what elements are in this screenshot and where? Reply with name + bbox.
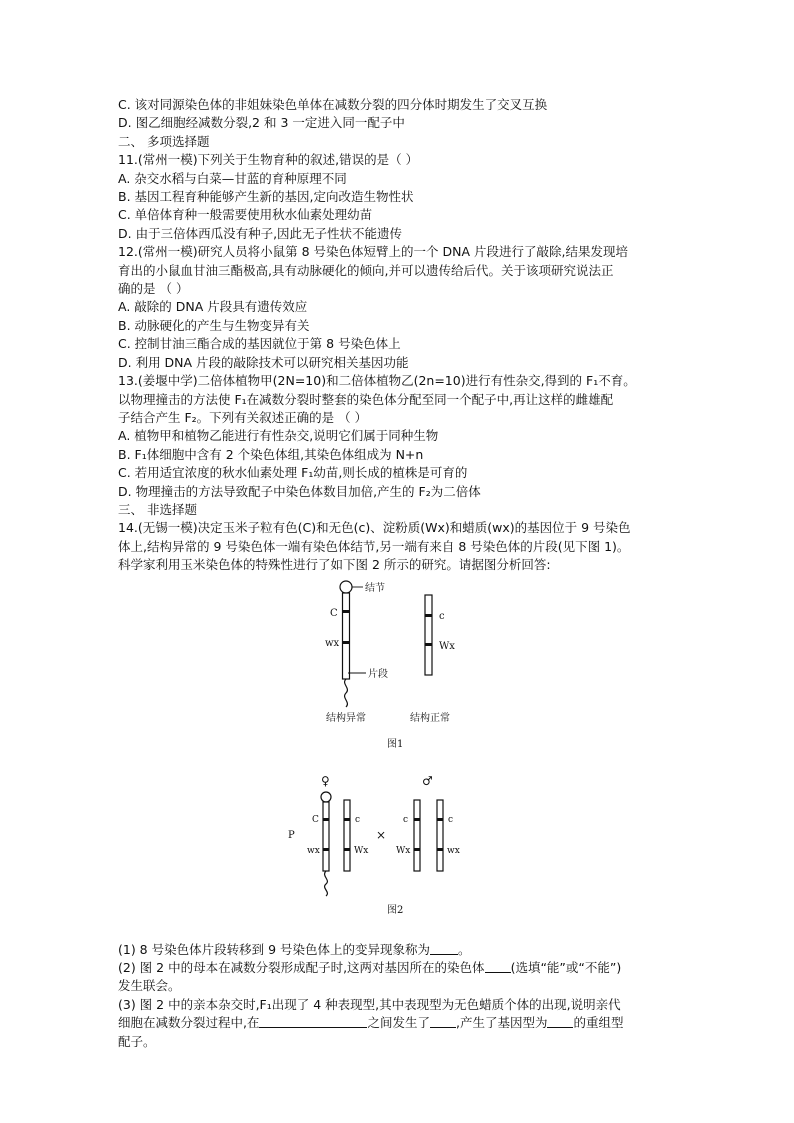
fragment-label: 片段 [368,668,388,680]
section-heading-non-choice: 三、 非选择题 [118,501,197,517]
paternal-gene-Wx-1: Wx [396,845,411,856]
locus-band-c [425,614,432,617]
chromosome-body [344,800,350,871]
maternal-gene-c: c [355,814,361,825]
gene-label-C: C [330,607,338,619]
chromosome-knob [340,581,352,593]
chromosome-body [414,800,420,871]
locus-band-c [344,818,350,821]
question-14-stem-line2: 体上,结构异常的 9 号染色体一端有染色体结节,另一端有来自 8 号染色体的片段(见下图 1)。 [118,538,630,554]
question-13-stem-line1: 13.(姜堰中学)二倍体植物甲(2N=10)和二倍体植物乙(2n=10)进行有性杂交,得到的 F₁不育。 [118,373,636,389]
answer-3-blank-1[interactable] [259,1015,367,1028]
knob-label: 结节 [365,582,385,594]
question-14-stem-line1: 14.(无锡一模)决定玉米子粒有色(C)和无色(c)、淀粉质(Wx)和蜡质(wx)的基因位于 9 号染色 [118,520,631,536]
maternal-normal-chromosome [344,800,368,871]
answer-3-line3: 配子。 [118,1033,156,1049]
answer-1-text: (1) 8 号染色体片段转移到 9 号染色体上的变异现象称为 [118,941,431,957]
abnormal-chromosome [325,581,388,724]
paternal-chromosome-1 [396,800,420,871]
chromosome-body-normal [425,595,432,675]
question-12-stem-line2: 育出的小鼠血甘油三酯极高,具有动脉硬化的倾向,并可以遗传给后代。关于该项研究说法正 [118,262,614,278]
question-12-stem-line1: 12.(常州一模)研究人员将小鼠第 8 号染色体短臂上的一个 DNA 片段进行了敲除,结果发现培 [118,244,628,260]
question-13-stem-line2: 以物理撞击的方法使 F₁在减数分裂时整套的染色体分配至同一个配子中,再让这样的雌雄配 [118,391,614,407]
answer-2-blank[interactable] [485,960,511,973]
paternal-gene-wx-2: wx [447,845,460,856]
locus-band-c [414,818,420,821]
answer-3-blank-2[interactable] [430,1015,456,1028]
parent-label-P: P [288,829,295,841]
maternal-gene-Wx: Wx [354,845,369,856]
chromosome-fragment [345,679,348,707]
answer-1-end: 。 [458,941,471,957]
answer-3-blank-3[interactable] [547,1015,573,1028]
question-13-option-b: B. F₁体细胞中含有 2 个染色体组,其染色体组成为 N+n [118,446,424,462]
figure-1 [118,575,678,735]
question-11-option-c: C. 单倍体育种一般需要使用秋水仙素处理幼苗 [118,207,373,223]
chromosome-knob [321,792,331,802]
caption-normal: 结构正常 [410,712,450,724]
chromosome-body [323,802,329,871]
locus-band-Wx [414,848,420,851]
figure-2-caption-row [118,897,678,919]
answer-1-blank[interactable] [430,942,458,955]
maternal-gene-wx: wx [307,845,320,856]
gene-label-c: c [439,610,445,622]
question-11-option-a: A. 杂交水稻与白菜—甘蓝的育种原理不同 [118,170,347,186]
question-12-option-b: B. 动脉硬化的产生与生物变异有关 [118,317,310,333]
figure-2 [118,771,678,897]
question-14-stem-line3: 科学家利用玉米染色体的特殊性进行了如下图 2 所示的研究。请据图分析回答: [118,557,551,573]
paternal-gene-c-1: c [403,814,409,825]
locus-band-Wx [344,848,350,851]
gene-label-wx: wx [325,637,340,649]
question-12-option-d: D. 利用 DNA 片段的敲除技术可以研究相关基因功能 [118,354,409,370]
option-d-line: D. 图乙细胞经减数分裂,2 和 3 一定进入同一配子中 [118,115,405,131]
answer-3-text-b: 之间发生了 [367,1015,430,1031]
locus-band-Wx [425,643,432,646]
question-11-option-d: D. 由于三倍体西瓜没有种子,因此无子性状不能遗传 [118,225,403,241]
figure-1-caption-row [118,735,678,757]
paternal-chromosome-2 [437,800,460,871]
locus-band-wx [343,641,350,644]
normal-chromosome [410,595,455,724]
maternal-gene-C: C [312,814,319,825]
answer-3-line2 [118,1014,678,1032]
answer-2-text: (2) 图 2 中的母本在减数分裂形成配子时,这两对基因所在的染色体 [118,959,485,975]
cross-sign: × [376,827,387,842]
caption-abnormal: 结构异常 [326,712,366,724]
answer-1-line [118,941,678,959]
question-11-stem: 11.(常州一模)下列关于生物育种的叙述,错误的是（ ） [118,152,419,168]
locus-band-wx [323,848,329,851]
chromosome-body-abnormal [343,593,350,679]
option-c-line: C. 该对同源染色体的非姐妹染色单体在减数分裂的四分体时期发生了交叉互换 [118,97,548,112]
answer-3-text-d: 的重组型 [573,1015,624,1031]
maternal-abnormal-chromosome [307,792,331,896]
question-13-stem-line3: 子结合产生 F₂。下列有关叙述正确的是 （ ） [118,409,368,425]
answer-2-note: (选填“能”或“不能”) [510,959,622,975]
answer-2-line [118,959,678,977]
answer-3-line1: (3) 图 2 中的亲本杂交时,F₁出现了 4 种表现型,其中表现型为无色蜡质个体的出现,说明亲代 [118,996,621,1012]
gene-label-Wx: Wx [439,640,455,652]
locus-band-wx [437,848,443,851]
answer-3-text-a: 细胞在减数分裂过程中,在 [118,1015,260,1031]
question-12-stem-line3: 确的是 （ ） [118,281,189,297]
figure-1-diagram [118,575,678,735]
locus-band-C [343,610,350,613]
answer-2-line2: 发生联会。 [118,978,181,994]
figure-2-title: 图2 [387,904,404,916]
question-13-option-a: A. 植物甲和植物乙能进行有性杂交,说明它们属于同种生物 [118,428,439,444]
chromosome-fragment [325,871,328,896]
female-symbol: ♀ [321,773,330,788]
locus-band-C [323,818,329,821]
male-symbol: ♂ [422,773,433,788]
document-page [118,96,678,1051]
question-12-option-c: C. 控制甘油三酯合成的基因就位于第 8 号染色体上 [118,336,401,352]
question-12-option-a: A. 敲除的 DNA 片段具有遗传效应 [118,299,308,315]
paternal-gene-c-2: c [448,814,454,825]
figure-1-title: 图1 [387,738,404,750]
chromosome-body [437,800,443,871]
answer-3-text-c: ,产生了基因型为 [456,1015,548,1031]
locus-band-c [437,818,443,821]
figure-2-diagram [118,771,678,897]
question-13-option-d: D. 物理撞击的方法导致配子中染色体数目加倍,产生的 F₂为二倍体 [118,483,481,499]
question-11-option-b: B. 基因工程育种能够产生新的基因,定向改造生物性状 [118,189,414,205]
question-13-option-c: C. 若用适宜浓度的秋水仙素处理 F₁幼苗,则长成的植株是可育的 [118,465,468,481]
section-heading-multiple-choice: 二、 多项选择题 [118,133,210,149]
